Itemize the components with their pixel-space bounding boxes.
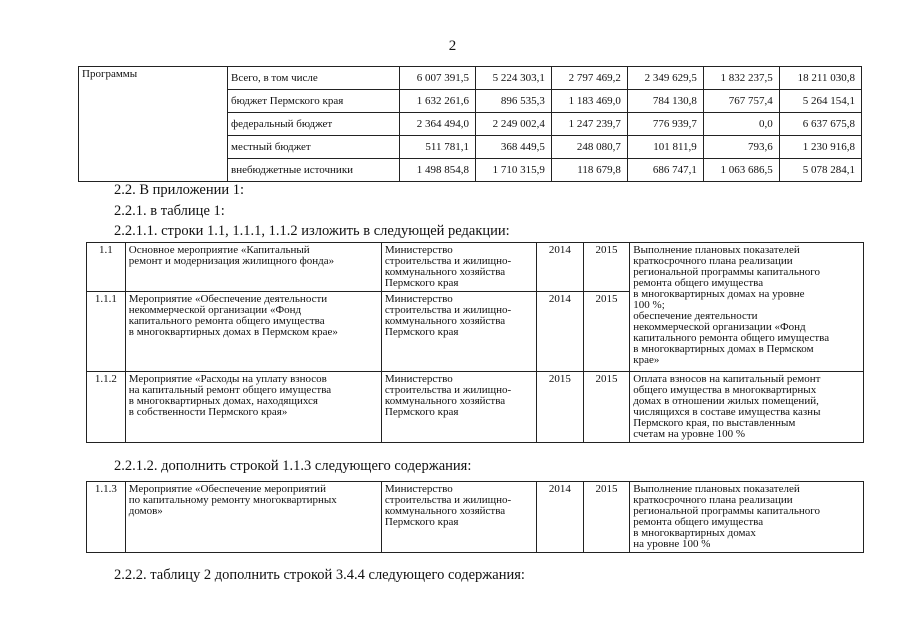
row-name: Мероприятие «Обеспечение мероприятий по капитальному ремонту многоквартирных домов» [125, 482, 381, 553]
paragraph-2-2-1: 2.2.1. в таблице 1: [114, 203, 225, 219]
amount-cell: 2 364 494,0 [400, 113, 476, 136]
row-responsible: Министерство строительства и жилищно- коммунального хозяйства Пермского края [381, 482, 536, 553]
row-year-end: 2015 [583, 372, 630, 443]
amount-cell: 18 211 030,8 [779, 67, 861, 90]
paragraph-2-2-1-1: 2.2.1.1. строки 1.1, 1.1.1, 1.1.2 изложить в следующей редакции: [114, 223, 510, 239]
amount-cell: 1 632 261,6 [400, 90, 476, 113]
amount-cell: 1 230 916,8 [779, 136, 861, 159]
row-year-start: 2015 [537, 372, 584, 443]
amount-cell: 5 224 303,1 [475, 67, 551, 90]
row-year-end: 2015 [583, 292, 630, 372]
row-responsible: Министерство строительства и жилищно- коммунального хозяйства Пермского края [381, 372, 536, 443]
row-code: 1.1.3 [87, 482, 126, 553]
funding-source: бюджет Пермского края [228, 90, 400, 113]
row-responsible: Министерство строительства и жилищно- коммунального хозяйства Пермского края [381, 292, 536, 372]
paragraph-2-2-1-2: 2.2.1.2. дополнить строкой 1.1.3 следующего содержания: [114, 458, 472, 474]
row-year-start: 2014 [537, 482, 584, 553]
amount-cell: 784 130,8 [627, 90, 703, 113]
row-indicator: Оплата взносов на капитальный ремонт общего имущества в многоквартирных домах в отношении жилых помещений, числящихся в составе имущества казны Пермского края, по выставленным счетам на уровне 100 % [630, 372, 864, 443]
financing-table [78, 66, 862, 182]
row-code: 1.1.2 [87, 372, 126, 443]
row-indicator: Выполнение плановых показателей краткосрочного плана реализации региональной программы капитального ремонта общего имущества в многоквартирных домах на уровне 100 %; обеспечение деятельности некоммерческой организации «Фонд капитального ремонта общего имущества в многоквартирных домах в Пермском крае» [630, 243, 864, 372]
row-code: 1.1 [87, 243, 126, 292]
amount-cell: 2 797 469,2 [551, 67, 627, 90]
amount-cell: 1 063 686,5 [703, 159, 779, 182]
amount-cell: 6 007 391,5 [400, 67, 476, 90]
amount-cell: 686 747,1 [627, 159, 703, 182]
funding-source: внебюджетные источники [228, 159, 400, 182]
amount-cell: 5 264 154,1 [779, 90, 861, 113]
amount-cell: 2 349 629,5 [627, 67, 703, 90]
amount-cell: 896 535,3 [475, 90, 551, 113]
table-row [79, 67, 862, 90]
amount-cell: 1 832 237,5 [703, 67, 779, 90]
amount-cell: 511 781,1 [400, 136, 476, 159]
amount-cell: 767 757,4 [703, 90, 779, 113]
row-name: Основное мероприятие «Капитальный ремонт и модернизация жилищного фонда» [125, 243, 381, 292]
amount-cell: 1 183 469,0 [551, 90, 627, 113]
funding-source: местный бюджет [228, 136, 400, 159]
funding-source: федеральный бюджет [228, 113, 400, 136]
amount-cell: 248 080,7 [551, 136, 627, 159]
row-code: 1.1.1 [87, 292, 126, 372]
row-year-end: 2015 [583, 482, 630, 553]
table-row [87, 482, 864, 553]
row-responsible: Министерство строительства и жилищно- коммунального хозяйства Пермского края [381, 243, 536, 292]
amount-cell: 2 249 002,4 [475, 113, 551, 136]
amount-cell: 0,0 [703, 113, 779, 136]
amount-cell: 6 637 675,8 [779, 113, 861, 136]
row-year-end: 2015 [583, 243, 630, 292]
row-indicator: Выполнение плановых показателей краткосрочного плана реализации региональной программы капитального ремонта общего имущества в многоквартирных домах на уровне 100 % [630, 482, 864, 553]
table-1-new-row [86, 481, 864, 553]
row-name: Мероприятие «Обеспечение деятельности некоммерческой организации «Фонд капитального ремонта общего имущества в многоквартирных домах в Пермском крае» [125, 292, 381, 372]
table-1-rows [86, 242, 864, 443]
program-label: Программы [79, 67, 228, 182]
amount-cell: 793,6 [703, 136, 779, 159]
amount-cell: 1 710 315,9 [475, 159, 551, 182]
amount-cell: 1 247 239,7 [551, 113, 627, 136]
amount-cell: 101 811,9 [627, 136, 703, 159]
amount-cell: 368 449,5 [475, 136, 551, 159]
amount-cell: 776 939,7 [627, 113, 703, 136]
row-year-start: 2014 [537, 243, 584, 292]
paragraph-2-2: 2.2. В приложении 1: [114, 182, 245, 198]
amount-cell: 5 078 284,1 [779, 159, 861, 182]
paragraph-2-2-2: 2.2.2. таблицу 2 дополнить строкой 3.4.4 следующего содержания: [114, 567, 525, 583]
row-name: Мероприятие «Расходы на уплату взносов на капитальный ремонт общего имущества в многоквартирных домах, находящихся в собственности Пермского края» [125, 372, 381, 443]
funding-source: Всего, в том числе [228, 67, 400, 90]
table-row [87, 243, 864, 292]
amount-cell: 1 498 854,8 [400, 159, 476, 182]
amount-cell: 118 679,8 [551, 159, 627, 182]
table-row [87, 372, 864, 443]
row-year-start: 2014 [537, 292, 584, 372]
page-number: 2 [448, 38, 457, 54]
